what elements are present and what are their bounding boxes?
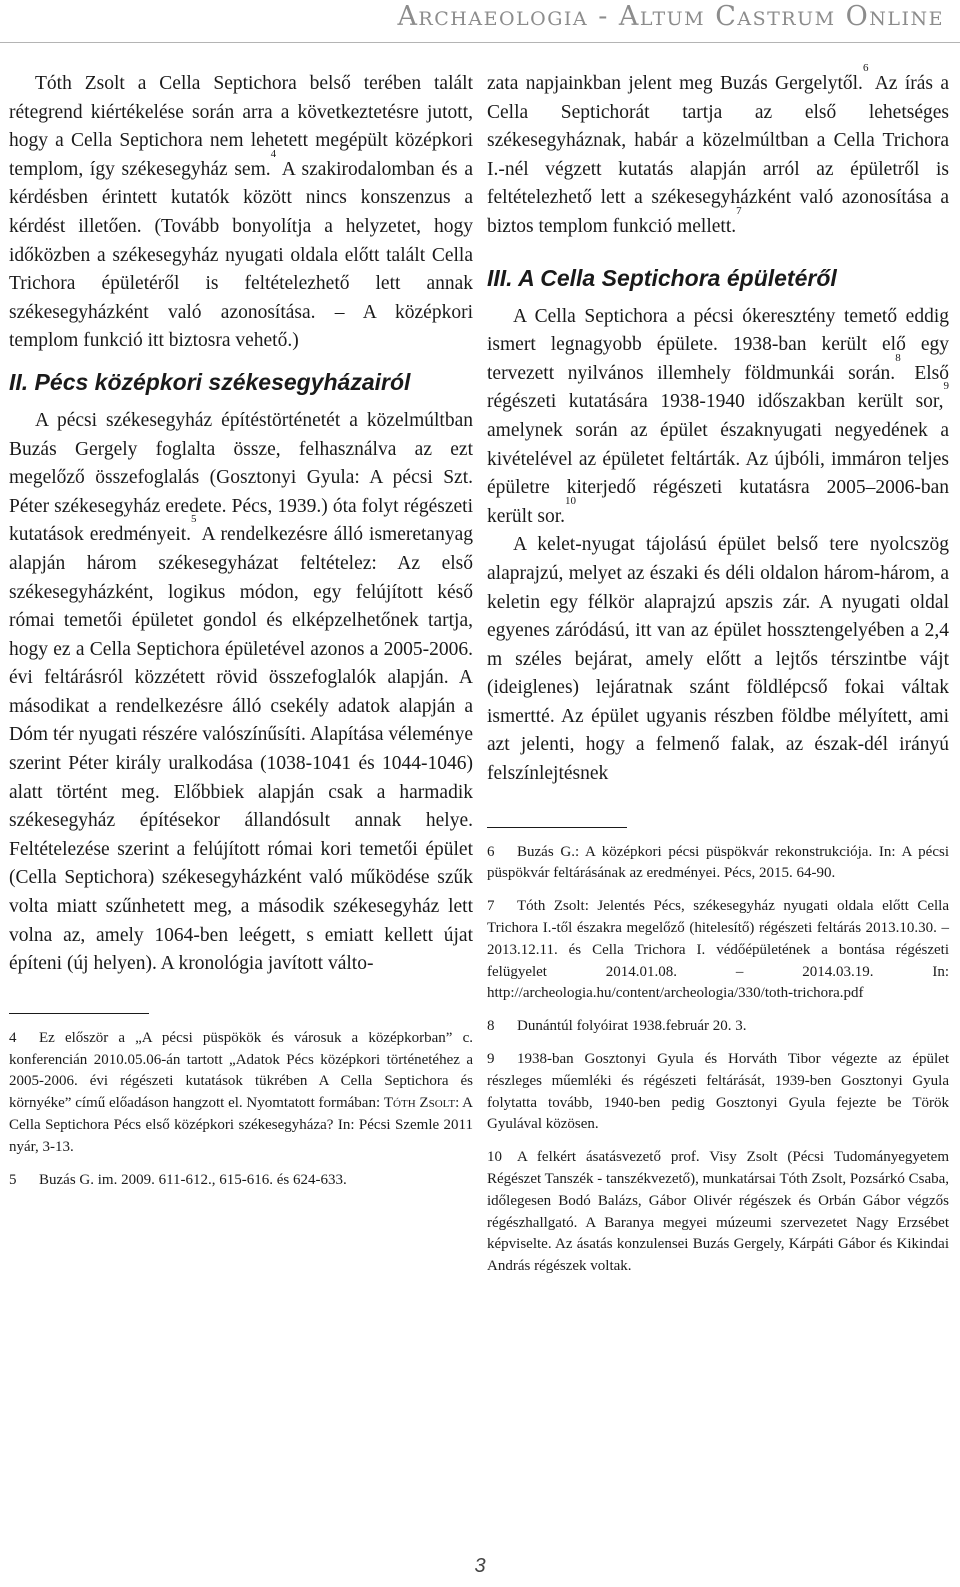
left-column	[9, 70, 473, 1202]
footnotes-right	[487, 842, 949, 1278]
paragraph-right-1: zata napjainkban jelent meg Buzás Gergelytől.$^6$ Az írás a Cella Septichorát tartja az első lehetséges székesegyháznak, habár a közelmúltban a Cella Trichora I.-nél végzett kutatás alapján arról az épületről is feltételezhető lett a székesegyházként való azonosítása a biztos templom funkció mellett.$^7$	[487, 62, 949, 237]
footnote-10: 10 A felkért ásatásvezető prof. Visy Zsolt (Pécsi Tudományegyetem Régészet Tanszék - tanszékvezető), munkatársai Tóth Zsolt, Pozsárkó Csaba, időlegesen Bodó Balázs, Gábor Olivér régészek és Orbán Gábor végzős régészhallgató. A Baranya megyei múzeumi szervezetet Nagy Erzsébet képviselte. Az ásatás konzulensei Buzás Gergely, Kárpáti Gábor és Kikindai András régészek voltak.	[487, 1149, 950, 1275]
paragraph-left-1: Tóth Zsolt a Cella Septichora belső terében talált rétegrend kiértékelése során arra a következtetésre jutott, hogy a Cella Septichora nem lehetett megépült középkori templom, így székesegyház sem.$^4$ A szakirodalomban és a kérdésben érintett kutatók között nincs konszenzus a kérdést illetően. (Tovább bonyolítja a helyzetet, hogy időközben a székesegyház nyugati oldala előtt talált Cella Trichora épületéről is feltételezhető lett annak székesegyházként való azonosítása. – A középkori templom funkció itt biztosra vehető.)	[9, 73, 473, 352]
footnote-9: 9 1938-ban Gosztonyi Gyula és Horváth Tibor végezte az épület részleges műemléki és régészeti feltárását, 1939-ben Gosztonyi Gyula folytatta tovább, 1940-ben pedig Gosztonyi Gyula fejezte be Török Gyulával közösen.	[487, 1051, 949, 1133]
footnote-4: 4 Ez először a „A pécsi püspökök és városuk a középkorban” c. konferencián 2010.05.06-án tartott „Adatok Pécs középkori történetéhez a 2005-2006. évi régészeti kutatások tükrében A Cella Septichora és környéke” című előadáson hangzott el. Nyomtatott formában: Tóth Zsolt: A Cella Septichora Pécs első középkori székesegyháza? In: Pécsi Szemle 2011 nyár, 3-13.	[9, 1029, 474, 1155]
journal-title: Archaeologia - Altum Castrum Online	[397, 1, 944, 32]
footnote-ref-4[interactable]: 4	[270, 147, 277, 160]
footnote-ref-6[interactable]: 6	[862, 62, 869, 74]
footnote-ref-7[interactable]: 7	[736, 204, 742, 217]
right-column	[487, 62, 950, 1289]
header-rule	[0, 42, 960, 43]
page-number: 3	[474, 1555, 486, 1577]
section-heading-3: III. A Cella Septichora épületéről	[487, 264, 837, 291]
running-header	[0, 0, 960, 44]
footnote-ref-5[interactable]: 5	[191, 513, 197, 526]
paragraph-left-2: A pécsi székesegyház építéstörténetét a közelmúltban Buzás Gergely foglalta össze, felhasználva az ezt megelőző összefoglalás (Gosztonyi Gyula: A pécsi Szt. Péter székesegyház eredete. Pécs, 1939.) óta folyt régészeti kutatások eredményeit.$^5$ A rendelkezésre álló ismeretanyag alapján három székesegyházat feltételez: Az első székesegyházként, logikus módon, egy felújított késő római temetői épületet gondol és elképzelhetőnek tartja, hogy ez a Cella Septichora épületével azonos a 2005-2006. évi feltárásról közzétett rövid összefoglalók alapján. A másodikat a rendelkezésre álló csekély adatok alapján a Dóm tér nyugati részére valószínűsíti. Alapítása véleménye szerint Péter király uralkodása (1038-1041 és 1044-1046) alatt történt meg. Előbbiek alapján csak a harmadik székesegyház építésekor állandósult annak helye. Feltételezése szerint a felújított római kori temetői épület (Cella Septichora) székesegyházként való működése szűk volta miatt szűnhetett meg, a második székesegyház lett volna az, amely 1064-ben leégett, s emiatt kellett újat építeni (új helyen). A kronológia javított válto-	[9, 409, 473, 975]
paragraph-right-3: A kelet-nyugat tájolású épület belső tere nyolcszög alaprajzú, melyet az északi és déli oldalon három-három, a keletin egy félkör alaprajzú apszis zár. A nyugati oldal egyenes záródású, itt van az épület hossztengelyében a 2,4 m széles bejárat, amely előtt a lejtős térszintbe vájt (ideiglenes) lejáratnak szánt földlépcső fokai váltak ismertté. Az épület ugyanis részben földbe mélyített, ami azt jelenti, hogy a felmenő falak, az észak-dél irányú felszínlejtésnek	[487, 534, 949, 785]
footnote-ref-9[interactable]: 9	[943, 380, 949, 393]
footnote-8: 8 Dunántúl folyóirat 1938.február 20. 3.	[487, 1018, 747, 1035]
footnote-ref-8[interactable]: 8	[895, 351, 901, 364]
footnote-ref-10[interactable]: 10	[565, 494, 576, 507]
footnotes-left	[9, 1028, 473, 1192]
paragraph-right-2: A Cella Septichora a pécsi ókeresztény temető eddig ismert legnagyobb épülete. 1938-ban került elő egy tervezett nyilvános illemhely földmunkái során.$^8$ Első régészeti kutatására 1938-1940 időszakban került sor,$^9$ amelynek során az épület északnyugati negyedének a kivételével az épületet feltárták. Az újbóli, immáron teljes épületre kiterjedő régészeti kutatásra 2005–2006-ban került sor.$^{10}$	[487, 305, 949, 527]
footnote-7: 7 Tóth Zsolt: Jelentés Pécs, székesegyház nyugati oldala előtt Cella Trichora I.-től északra megelőző (hitelesítő) régészeti feltárás 2013.10.30. – 2013.12.11. és Cella Trichora I. védőépületének a bontása régészeti felügyelet 2014.01.08. – 2014.03.19. In: http://archeologia.hu/content/archeologia/330/toth-trichora.pdf	[487, 898, 949, 1002]
footnote-5: 5 Buzás G. im. 2009. 611-612., 615-616. és 624-633.	[9, 1171, 347, 1188]
section-heading-2: II. Pécs középkori székesegyházairól	[9, 368, 411, 395]
footnote-6: 6 Buzás G.: A középkori pécsi püspökvár rekonstrukciója. In: A pécsi püspökvár feltárásának az eredményei. Pécs, 2015. 64-90.	[487, 843, 949, 882]
